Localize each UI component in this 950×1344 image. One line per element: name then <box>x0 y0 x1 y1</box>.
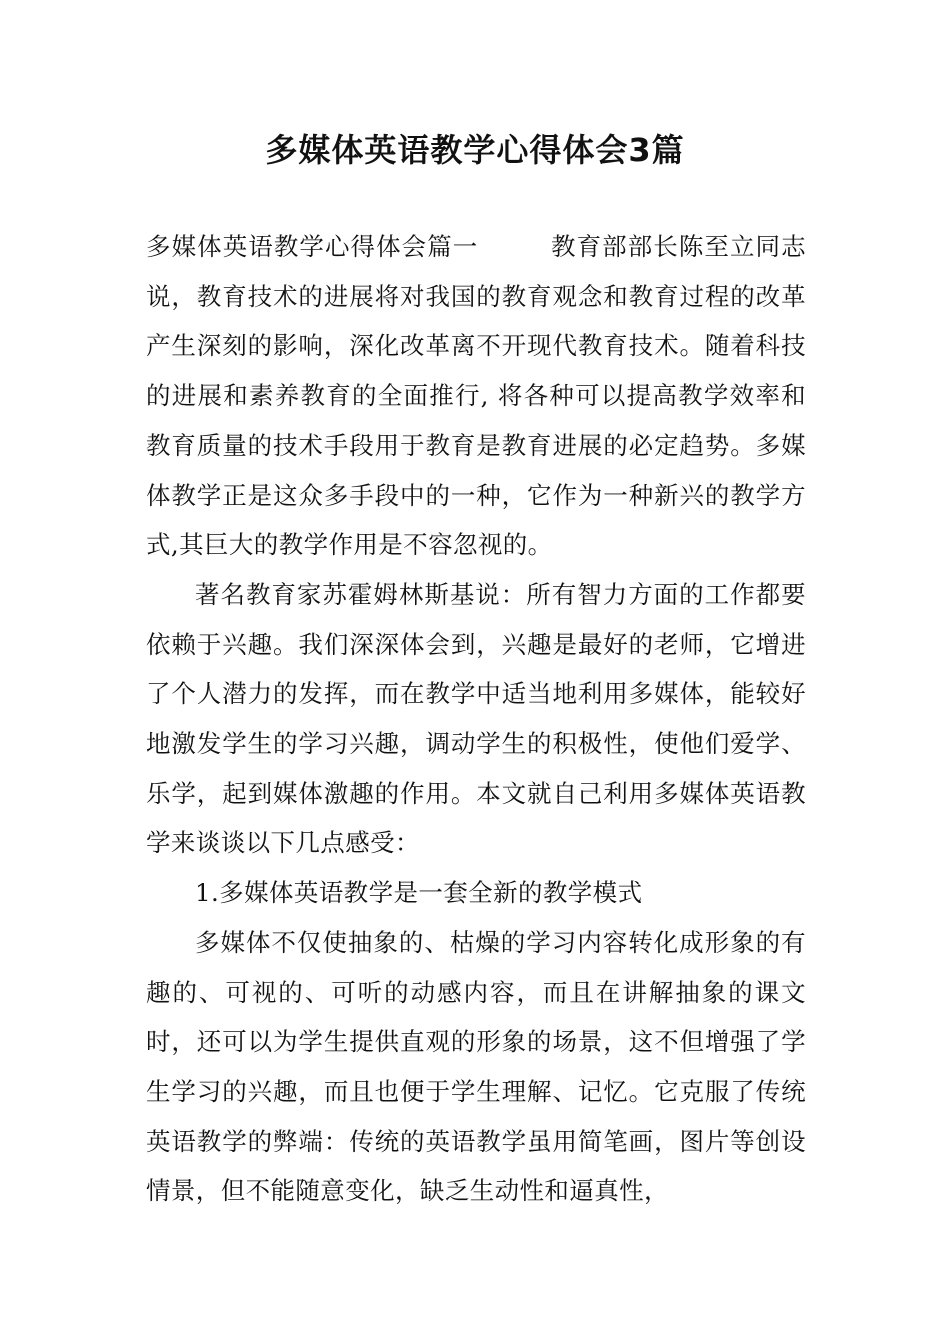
subheading-1: 1.多媒体英语教学是一套全新的教学模式 <box>195 878 643 908</box>
page-title: 多媒体英语教学心得体会3篇 <box>265 131 685 169</box>
paragraph-intro <box>146 222 806 570</box>
document-body <box>146 222 806 1216</box>
paragraph-multimedia: 多媒体不仅使抽象的、枯燥的学习内容转化成形象的有趣的、可视的、可听的动感内容，而且在讲解抽象的课文时，还可以为学生提供直观的形象的场景，这不但增强了学生学习的兴趣，而且也便于学生理解、记忆。它克服了传统英语教学的弊端：传统的英语教学虽用简笔画，图片等创设情景，但不能随意变化，缺乏生动性和逼真性， <box>146 927 806 1206</box>
section-heading: 多媒体英语教学心得体会篇一 <box>146 232 479 261</box>
paragraph-interest: 著名教育家苏霍姆林斯基说：所有智力方面的工作都要依赖于兴趣。我们深深体会到，兴趣是最好的老师，它增进了个人潜力的发挥，而在教学中适当地利用多媒体，能较好地激发学生的学习兴趣，调动学生的积极性，使他们爱学、乐学，起到媒体激趣的作用。本文就自己利用多媒体英语教学来谈谈以下几点感受： <box>146 579 806 858</box>
paragraph-text: 教育部部长陈至立同志说，教育技术的进展将对我国的教育观念和教育过程的改革产生深刻的影响，深化改革离不开现代教育技术。随着科技的进展和素养教育的全面推行, 将各种可以提高教学效率和教育质量的技术手段用于教育是教育进展的必定趋势。多媒体教学正是这众多手段中的一种，它作为一种新兴的教学方式,其巨大的教学作用是不容忽视的。 <box>146 232 807 560</box>
